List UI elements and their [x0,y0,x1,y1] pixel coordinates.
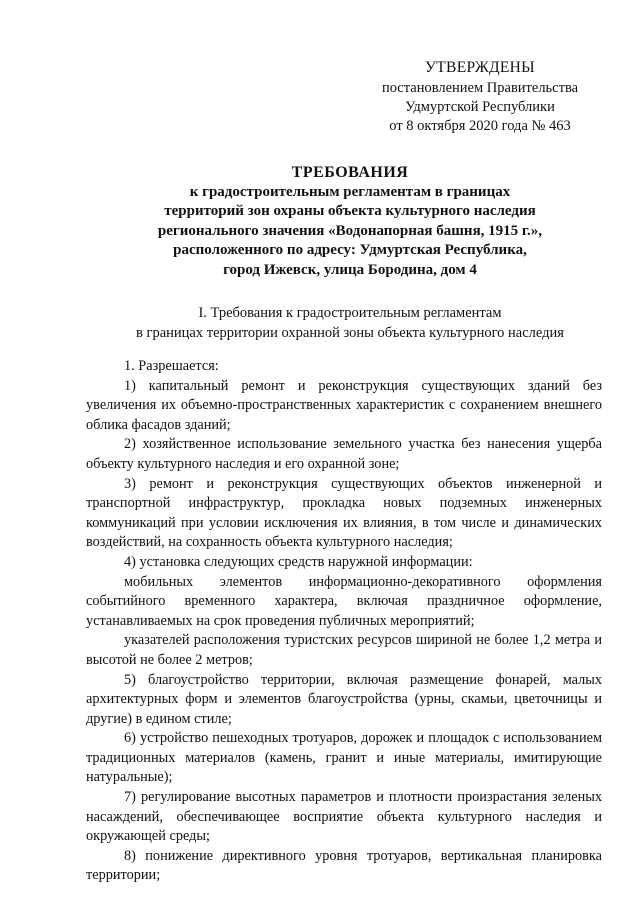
document-title [100,163,600,280]
paragraph: 2) хозяйственное использование земельного участка без нанесения ущерба объекту культурного наследия и его охранной зоне; [86,436,602,472]
document-body [86,357,602,886]
approval-block [370,58,590,136]
paragraph: 3) ремонт и реконструкция существующих объектов инженерной и транспортной инфраструктур, прокладка новых подземных инженерных коммуникаций при условии исключения их влияния, в том числе и динамических воздействий, на сохранность объекта культурного наследия; [86,475,602,551]
approval-line: постановлением Правительства [381,80,579,96]
title-line: город Ижевск, улица Бородина, дом 4 [223,261,477,278]
paragraph: указателей расположения туристских ресурсов шириной не более 1,2 метра и высотой не более 2 метров; [86,632,602,668]
section-heading [100,303,600,343]
title-line: регионального значения «Водонапорная башня, 1915 г.», [157,222,543,239]
paragraph: 4) установка следующих средств наружной информации: [124,553,473,570]
paragraph: 1) капитальный ремонт и реконструкция существующих зданий без увеличения их объемно-пространственных характеристик с сохранением внешнего облика фасадов зданий; [86,377,602,433]
approval-date-number: от 8 октября 2020 года № 463 [389,118,571,134]
paragraph: 5) благоустройство территории, включая размещение фонарей, малых архитектурных форм и элементов благоустройства (урны, скамьи, цветочницы и другие) в едином стиле; [86,671,602,727]
title-line: территорий зон охраны объекта культурного наследия [164,203,536,219]
paragraph: 8) понижение директивного уровня тротуаров, вертикальная планировка территории; [86,847,602,884]
approval-heading: УТВЕРЖДЕНЫ [425,59,535,76]
paragraph: мобильных элементов информационно-декоративного оформления событийного временного характера, включая праздничное оформление, устанавливаемых на срок проведения публичных мероприятий; [86,573,602,629]
title-main: ТРЕБОВАНИЯ [291,164,409,181]
approval-line: Удмуртской Республики [405,99,555,115]
section-heading-line: I. Требования к градостроительным регламентам [198,305,502,321]
paragraph: 6) устройство пешеходных тротуаров, дорожек и площадок с использованием традиционных материалов (камень, гранит и иные материалы, имитирующие натуральные); [86,730,602,786]
paragraph: 7) регулирование высотных параметров и плотности произрастания зеленых насаждений, обеспечивающее восприятие объекта культурного наследия и окружающей среды; [86,789,602,845]
paragraph: 1. Разрешается: [124,358,219,374]
title-line: к градостроительным регламентам в границах [189,183,511,200]
title-line: расположенного по адресу: Удмуртская Республика, [173,242,527,258]
section-heading-line: в границах территории охранной зоны объекта культурного наследия [136,325,564,341]
